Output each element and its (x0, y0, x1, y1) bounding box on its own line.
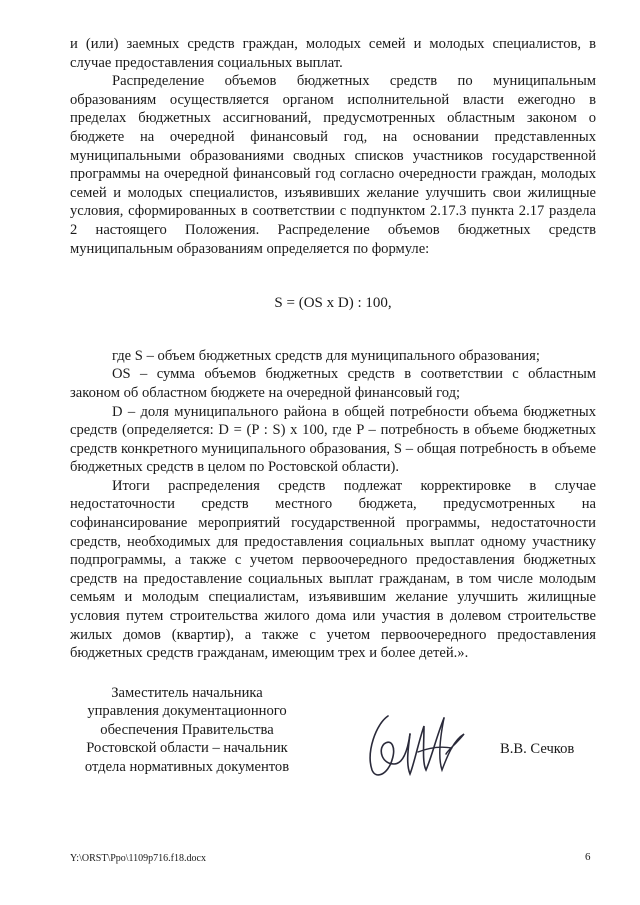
position-line: Ростовской области – начальник (86, 740, 288, 757)
signer-name: В.В. Сечков (500, 741, 575, 757)
position-line: Заместитель начальника (111, 685, 263, 701)
position-line: обеспечения Правительства (100, 721, 274, 738)
paragraph-distribution: Распределение объемов бюджетных средств по муниципальным образованиям осуществляется органом исполнительной власти ежегодно в пределах бюджетных ассигнований, предусмотренных областным законом о бюджете на очередной финансовый год, на основании представленных муниципальными образованиями сводных списков участников государственной программы на очередной финансовый год согласно очередности граждан, молодых семей и молодых специалистов, изъявивших желание улучшить свои жилищные условия, сформированных в соответствии с подпунктом 2.17.3 пункта 2.17 раздела 2 настоящего Положения. Распределение объемов бюджетных средств муниципальным образованиям определяется по формуле: (70, 73, 596, 257)
position-line: управления документационного (87, 703, 287, 720)
signatory-position (72, 684, 302, 776)
document-body (70, 35, 596, 663)
handwritten-signature (358, 704, 478, 784)
paragraph-results: Итоги распределения средств подлежат корректировке в случае недостаточности средств местного бюджета, предусмотренных на софинансирование мероприятий государственной программы, недостаточности средств, необходимых для предоставления социальных выплат одному участнику подпрограммы, а также с учетом первоочередного предоставления бюджетных средств на предоставление социальных выплат гражданам, в том числе молодым семьям и молодым специалистам, изъявившим желание улучшить жилищные условия путем строительства жилого дома или участия в долевом строительстве жилых домов (квартир), а также с учетом первоочередного предоставления бюджетных средств гражданам, имеющим трех и более детей.». (70, 477, 596, 662)
definition-d: D – доля муниципального района в общей потребности объема бюджетных средств (определяется: D = (P : S) x 100, где P – потребность в объеме бюджетных средств конкретного муниципального образования, S – общая потребность в объеме бюджетных средств в целом по Ростовской области). (70, 403, 596, 476)
page-number: 6 (585, 851, 591, 863)
formula: S = (OS x D) : 100, (274, 295, 392, 312)
definition-s: где S – объем бюджетных средств для муниципального образования; (112, 347, 540, 364)
definition-os: OS – сумма объемов бюджетных средств в соответствии с областным законом об областном бюджете на очередной финансовый год; (70, 366, 596, 401)
paragraph-continuation: и (или) заемных средств граждан, молодых семей и молодых специалистов, в случае предоставления социальных выплат. (70, 36, 596, 71)
footer-file-path: Y:\ORST\Ppo\1109p716.f18.docx (70, 853, 206, 864)
position-line: отдела нормативных документов (84, 758, 290, 775)
